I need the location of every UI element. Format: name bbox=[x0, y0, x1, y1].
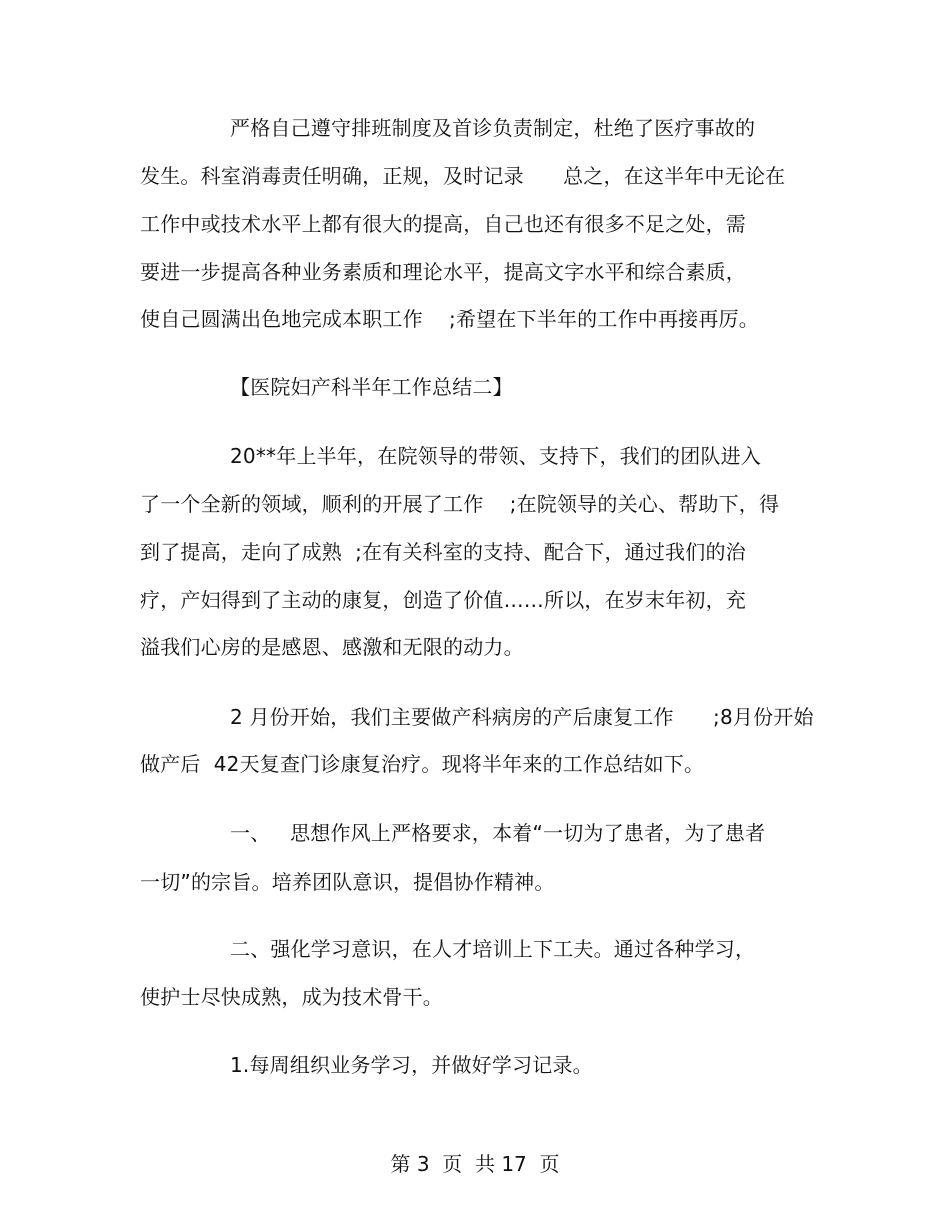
paragraph-line: 一、 思想作风上严格要求，本着“一切为了患者，为了患者 bbox=[230, 821, 766, 845]
paragraph-line: 做产后 42天复查门诊康复治疗。现将半年来的工作总结如下。 bbox=[140, 752, 705, 776]
paragraph-line: 严格自己遵守排班制度及首诊负责制定，杜绝了医疗事故的 bbox=[230, 116, 756, 140]
paragraph-line: 1.每周组织业务学习，并做好学习记录。 bbox=[230, 1053, 593, 1077]
paragraph-line: 使护士尽快成熟，成为技术骨干。 bbox=[140, 985, 443, 1009]
paragraph-line: 疗，产妇得到了主动的康复，创造了价值……所以，在岁末年初，充 bbox=[140, 588, 746, 612]
paragraph-line: 发生。科室消毒责任明确，正规，及时记录 总之，在这半年中无论在 bbox=[140, 164, 786, 188]
paragraph-line: 溢我们心房的是感恩、感激和无限的动力。 bbox=[140, 635, 524, 659]
section-heading: 【医院妇产科半年工作总结二】 bbox=[230, 375, 513, 399]
paragraph-line: 到了提高，走向了成熟 ;在有关科室的支持、配合下，通过我们的治 bbox=[140, 540, 746, 564]
paragraph-line: 了一个全新的领域，顺利的开展了工作 ;在院领导的关心、帮助下，得 bbox=[140, 492, 780, 516]
paragraph-line: 二、强化学习意识，在人才培训上下工夫。通过各种学习， bbox=[230, 937, 756, 961]
paragraph-line: 工作中或技术水平上都有很大的提高，自己也还有很多不足之处，需 bbox=[140, 212, 746, 236]
page-number-footer: 第 3 页 共 17 页 bbox=[390, 1152, 560, 1176]
paragraph-line: 使自己圆满出色地完成本职工作 ;希望在下半年的工作中再接再厉。 bbox=[140, 307, 759, 331]
paragraph-line: 2 月份开始，我们主要做产科病房的产后康复工作 ;8月份开始 bbox=[230, 705, 814, 729]
paragraph-line: 要进一步提高各种业务素质和理论水平，提高文字水平和综合素质， bbox=[140, 260, 746, 284]
paragraph-line: 20**年上半年，在院领导的带领、支持下，我们的团队进入 bbox=[230, 444, 762, 468]
paragraph-line: 一切”的宗旨。培养团队意识，提倡协作精神。 bbox=[140, 870, 555, 894]
